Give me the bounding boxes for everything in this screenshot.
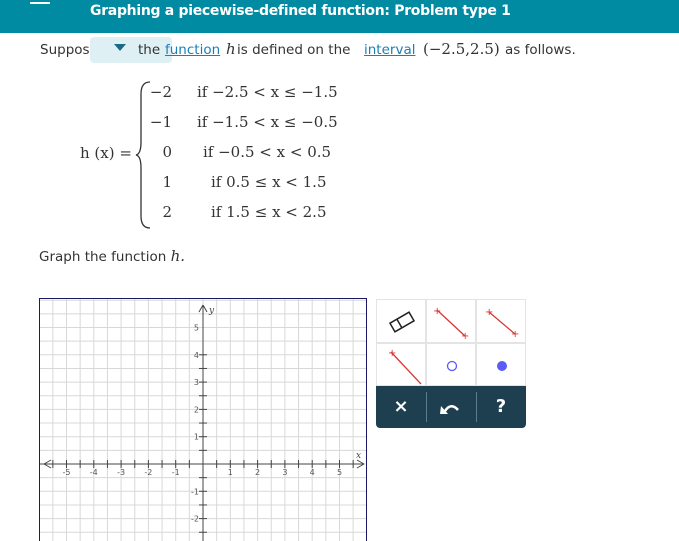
case-value: 0 [162, 143, 172, 161]
problem-text-end: as follows. [505, 42, 576, 58]
case-value: 2 [162, 203, 172, 221]
y-tick-label: -1 [191, 487, 199, 497]
case-condition: if 1.5 ≤ x < 2.5 [211, 203, 327, 221]
y-tick-label: 2 [193, 405, 199, 415]
hamburger-menu-icon[interactable] [30, 0, 50, 14]
chevron-down-icon [114, 44, 126, 51]
x-tick-label: -4 [89, 468, 98, 477]
y-tick-label: 3 [193, 378, 199, 388]
case-value: −1 [149, 113, 172, 131]
svg-text:+: + [388, 348, 397, 359]
x-tick-label: -2 [144, 468, 153, 477]
function-lhs: h (x) = [80, 144, 132, 162]
graph-instruction-func: h. [170, 247, 186, 265]
x-tick-label: 1 [227, 468, 233, 477]
interval-value: (−2.5,2.5) [423, 40, 500, 58]
closed-point-tool[interactable] [476, 343, 526, 386]
case-condition: if 0.5 ≤ x < 1.5 [211, 173, 327, 191]
undo-icon [426, 386, 476, 428]
x-tick-label: 5 [336, 468, 343, 477]
page-title: Graphing a piecewise-defined function: Problem type 1 [90, 3, 511, 19]
graph-tool-panel [376, 299, 526, 428]
graph-instruction [39, 247, 185, 265]
ray-tool[interactable] [376, 343, 426, 386]
case-condition: if −2.5 < x ≤ −1.5 [197, 83, 338, 101]
graph-instruction-text: Graph the function [39, 249, 167, 265]
svg-text:+: + [511, 329, 520, 340]
coordinate-plane[interactable] [40, 299, 367, 541]
case-value: 1 [162, 173, 172, 191]
segment-tool[interactable] [426, 299, 476, 343]
segment-tool-alt[interactable] [476, 299, 526, 343]
graph-canvas[interactable] [39, 298, 367, 541]
problem-text-defined: is defined on the [237, 42, 351, 58]
x-tick-label: -5 [62, 468, 71, 477]
header-bar [0, 0, 679, 33]
segment-tool-icon [477, 300, 527, 344]
ray-tool-icon [377, 344, 427, 387]
undo-button[interactable] [426, 386, 476, 428]
case-condition: if −1.5 < x ≤ −0.5 [197, 113, 338, 131]
y-axis-label: y [209, 306, 215, 316]
y-tick-label: -2 [191, 514, 199, 524]
case-condition: if −0.5 < x < 0.5 [203, 143, 332, 161]
y-tick-label: 4 [193, 350, 199, 360]
closed-point-icon [477, 344, 527, 387]
function-link[interactable]: function [165, 42, 221, 58]
y-tick-label: 1 [193, 432, 199, 442]
x-tick-label: 3 [282, 468, 288, 477]
action-toolbar [376, 386, 526, 428]
svg-text:+: + [433, 306, 442, 317]
eraser-tool[interactable] [376, 299, 426, 343]
clear-button[interactable]: × [393, 396, 409, 417]
open-point-tool[interactable] [426, 343, 476, 386]
help-button[interactable]: ? [495, 396, 507, 417]
x-tick-label: -3 [117, 468, 126, 477]
interval-link[interactable]: interval [364, 42, 416, 58]
case-value: −2 [149, 83, 172, 101]
y-tick-label: 5 [193, 323, 199, 333]
svg-text:+: + [461, 331, 470, 342]
function-name: h [226, 40, 236, 58]
piecewise-definition [80, 80, 380, 230]
x-tick-label: 2 [255, 468, 261, 477]
eraser-icon [377, 300, 427, 344]
svg-text:+: + [485, 307, 494, 318]
problem-text-the: the [138, 42, 161, 58]
x-tick-label: -1 [171, 468, 180, 477]
segment-tool-icon [427, 300, 477, 344]
open-point-icon [427, 344, 477, 387]
problem-statement [40, 40, 660, 62]
x-axis-label: x [356, 451, 362, 461]
x-tick-label: 4 [309, 468, 315, 477]
problem-text-start: Suppos [40, 42, 90, 58]
